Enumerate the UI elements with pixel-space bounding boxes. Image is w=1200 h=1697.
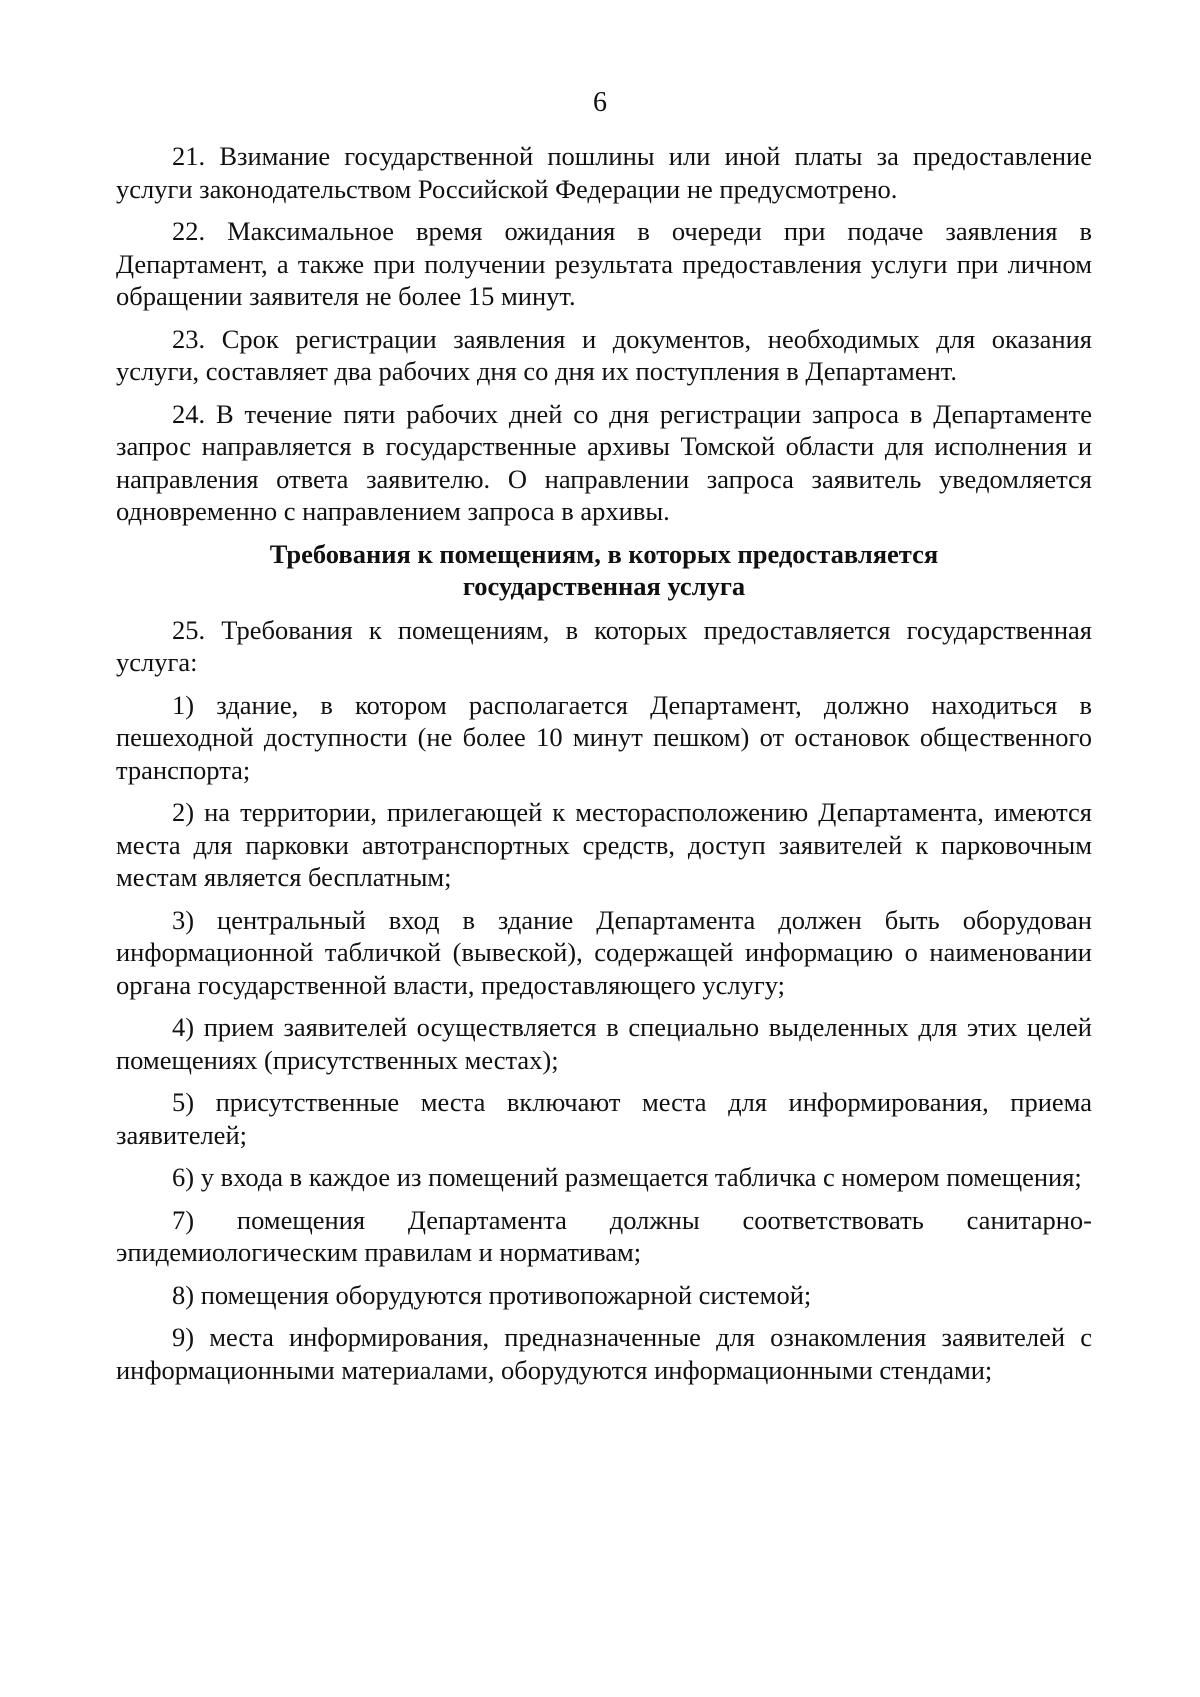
list-item-4: 4) прием заявителей осуществляется в специально выделенных для этих целей помещениях (присутственных местах); xyxy=(116,1012,1092,1075)
document-body xyxy=(116,140,1092,1396)
section-heading-line-2: государственная услуга xyxy=(462,570,746,601)
paragraph-22: 22. Максимальное время ожидания в очереди при подаче заявления в Департамент, а также при получении результата предоставления услуги при личном обращении заявителя не более 15 минут. xyxy=(116,216,1092,311)
section-heading xyxy=(116,538,1092,602)
list-item-6: 6) у входа в каждое из помещений размещается табличка с номером помещения; xyxy=(172,1162,1082,1192)
section-heading-line-1: Требования к помещениям, в которых предоставляется xyxy=(269,538,939,569)
list-item-7: 7) помещения Департамента должны соответствовать санитарно-эпидемиологическим правилам и нормативам; xyxy=(116,1204,1092,1267)
paragraph-21: 21. Взимание государственной пошлины или иной платы за предоставление услуги законодательством Российской Федерации не предусмотрено. xyxy=(116,141,1092,204)
page-number: 6 xyxy=(593,87,607,118)
list-item-1: 1) здание, в котором располагается Департамент, должно находиться в пешеходной доступности (не более 10 минут пешком) от остановок общественного транспорта; xyxy=(116,689,1092,785)
list-item-3: 3) центральный вход в здание Департамента должен быть оборудован информационной табличкой (вывеской), содержащей информацию о наименовании органа государственной власти, предоставляющего услугу; xyxy=(116,904,1092,1000)
list-item-9: 9) места информирования, предназначенные для ознакомления заявителей с информационными материалами, оборудуются информационными стендами; xyxy=(116,1322,1092,1385)
paragraph-25: 25. Требования к помещениям, в которых предоставляется государственная услуга: xyxy=(116,614,1092,677)
list-item-2: 2) на территории, прилегающей к месторасположению Департамента, имеются места для парковки автотранспортных средств, доступ заявителей к парковочным местам является бесплатным; xyxy=(116,797,1092,892)
paragraph-23: 23. Срок регистрации заявления и документов, необходимых для оказания услуги, составляет два рабочих дня со дня их поступления в Департамент. xyxy=(116,323,1092,386)
paragraph-24: 24. В течение пяти рабочих дней со дня регистрации запроса в Департаменте запрос направляется в государственные архивы Томской области для исполнения и направления ответа заявителю. О направлении запроса заявитель уведомляется одновременно с направлением запроса в архивы. xyxy=(116,398,1092,526)
list-item-8: 8) помещения оборудуются противопожарной системой; xyxy=(172,1279,812,1310)
list-item-5: 5) присутственные места включают места для информирования, приема заявителей; xyxy=(116,1087,1092,1150)
